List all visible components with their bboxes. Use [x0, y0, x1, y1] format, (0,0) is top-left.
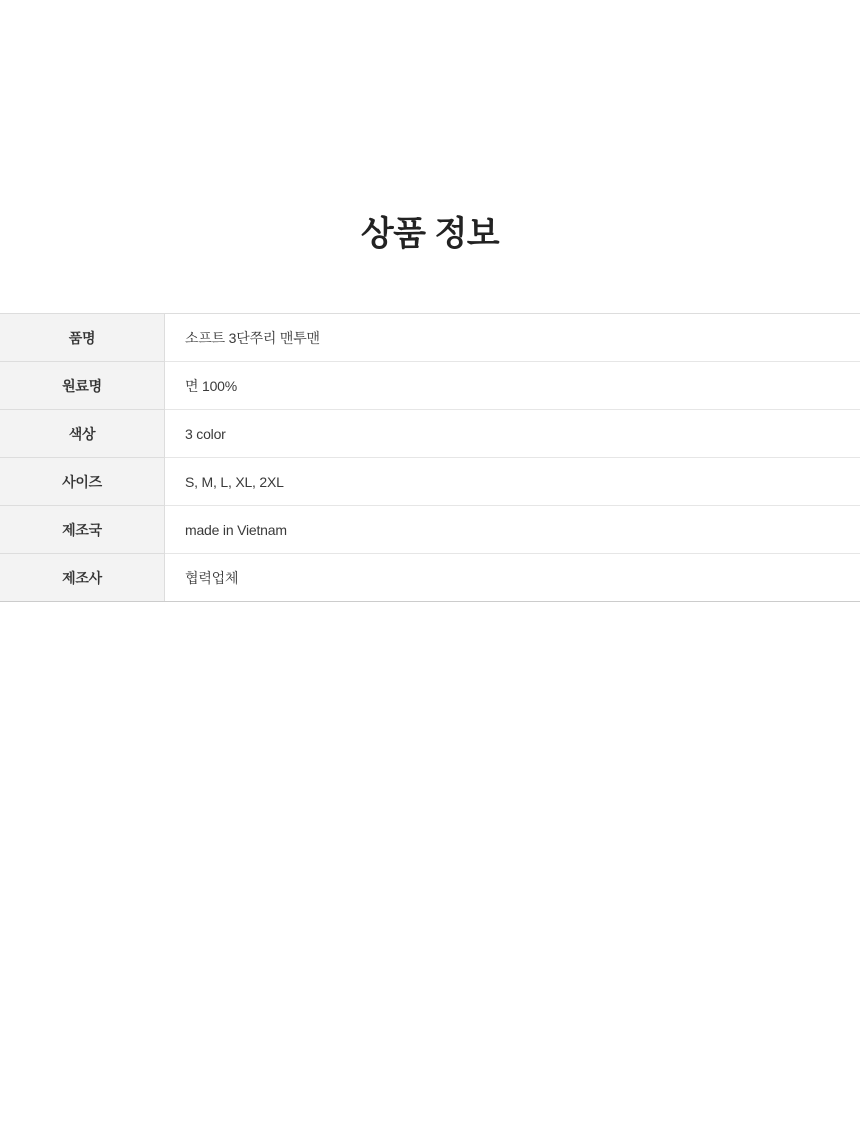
row-label-material: 원료명 [0, 362, 165, 410]
row-label-product-name: 품명 [0, 314, 165, 362]
row-value-color: 3 color [165, 410, 860, 458]
row-value-country-of-origin: made in Vietnam [165, 506, 860, 554]
row-label-manufacturer: 제조사 [0, 554, 165, 602]
page-title: 상품 정보 [360, 215, 500, 253]
table-row [0, 506, 860, 554]
row-label-color: 색상 [0, 410, 165, 458]
table-row [0, 410, 860, 458]
row-value-material: 면 100% [165, 362, 860, 410]
row-label-size: 사이즈 [0, 458, 165, 506]
row-value-product-name: 소프트 3단쭈리 맨투맨 [165, 314, 860, 362]
table-body [0, 314, 860, 602]
table-row [0, 554, 860, 602]
row-value-size: S, M, L, XL, 2XL [165, 458, 860, 506]
product-info-table [0, 313, 860, 602]
table-row [0, 314, 860, 362]
table-row [0, 362, 860, 410]
row-label-country-of-origin: 제조국 [0, 506, 165, 554]
table-row [0, 458, 860, 506]
row-value-manufacturer: 협력업체 [165, 554, 860, 602]
